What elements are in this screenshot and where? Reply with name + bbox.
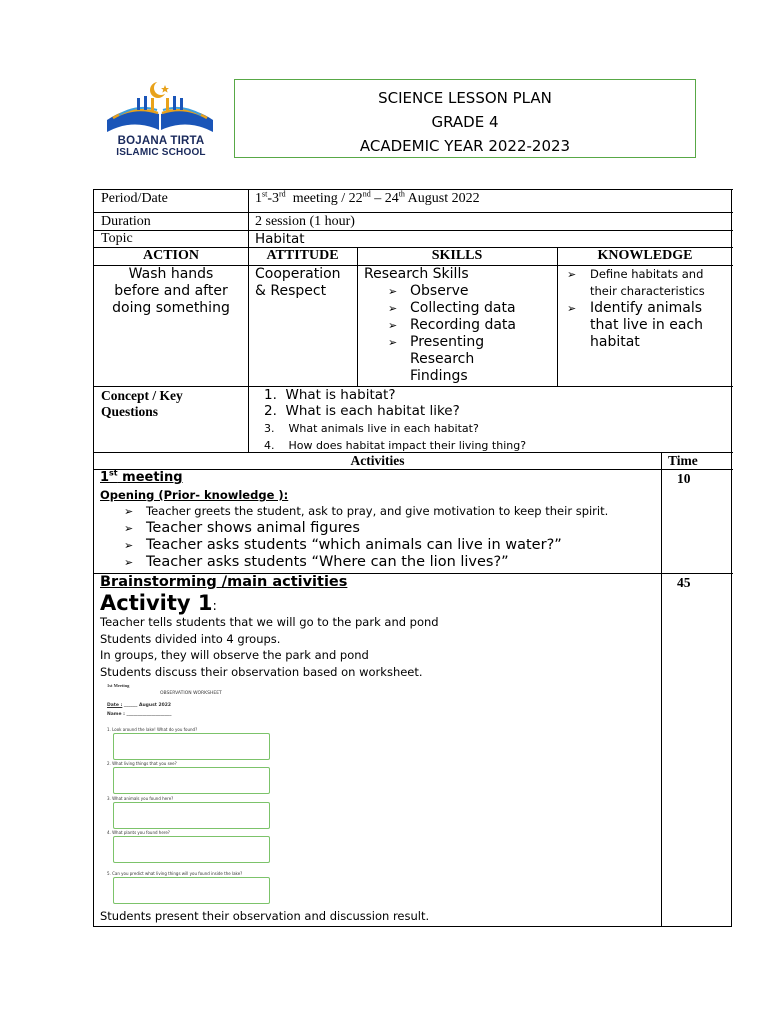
opening-list: [120, 503, 655, 571]
worksheet-question: 3. What animals you found here?: [107, 796, 174, 801]
arrow-bullet-icon: ➢: [124, 522, 134, 535]
header-action: ACTION: [142, 248, 199, 263]
observation-worksheet-image: [100, 683, 310, 913]
skills-list: [364, 266, 554, 385]
worksheet-question: 5. Can you predict what living things will you found inside the lake?: [107, 871, 243, 876]
worksheet-meeting: 1st Meeting: [107, 683, 130, 688]
activities-header: Activities: [350, 453, 405, 468]
arrow-bullet-icon: ➢: [124, 539, 134, 552]
opening-item: ➢ Teacher greets the student, ask to pray, and give motivation to keep their spirit.: [124, 504, 609, 518]
arrow-bullet-icon: ➢: [388, 319, 398, 332]
worksheet-question: 1. Look around the lake! What do you found?: [107, 727, 198, 732]
arrow-bullet-icon: ➢: [567, 302, 577, 315]
question-item: 3. What animals live in each habitat?: [264, 422, 479, 435]
arrow-bullet-icon: ➢: [124, 556, 134, 569]
header-attitude: ATTITUDE: [266, 248, 339, 263]
period-value: 1st-3rd meeting / 22nd – 24th August 2022: [255, 189, 480, 206]
opening-title: Opening (Prior- knowledge ):: [100, 488, 289, 502]
main-time: 45: [677, 575, 691, 590]
title-line-2: GRADE 4: [431, 113, 499, 131]
question-item: 1. What is habitat?: [264, 387, 396, 403]
worksheet-name: Name : ____________________: [107, 712, 172, 717]
skill-item: ➢ Collecting data: [388, 300, 516, 316]
topic-label: Topic: [101, 231, 133, 246]
arrow-bullet-icon: ➢: [388, 336, 398, 349]
time-header: Time: [668, 453, 698, 468]
skill-item: ➢ Recording data: [388, 317, 517, 333]
worksheet-answer-box: [113, 802, 270, 829]
arrow-bullet-icon: ➢: [388, 285, 398, 298]
school-logo: [97, 80, 225, 158]
meeting-title: 1st meeting: [100, 468, 183, 485]
worksheet-answer-box: [113, 836, 270, 863]
topic-value: Habitat: [255, 231, 305, 247]
skill-item: ➢ Presenting Research Findings: [388, 334, 485, 384]
lesson-plan-title-box: [234, 79, 696, 158]
duration-label: Duration: [101, 214, 151, 229]
question-item: 2. What is each habitat like?: [264, 403, 460, 419]
period-label: Period/Date: [101, 191, 168, 206]
knowledge-list: [564, 266, 730, 351]
worksheet-answer-box: [113, 877, 270, 904]
action-text: Wash hands before and after doing something: [112, 266, 230, 316]
logo-emblem-icon: [97, 80, 225, 136]
opening-time: 10: [677, 471, 691, 486]
worksheet-question: 4. What plants you found here?: [107, 830, 170, 835]
skill-item: ➢ Observe: [388, 283, 469, 299]
duration-value: 2 session (1 hour): [255, 214, 355, 229]
worksheet-date: Date : ______ August 2022: [107, 703, 172, 708]
title-line-3: ACADEMIC YEAR 2022-2023: [359, 137, 571, 155]
closing-text: Students present their observation and discussion result.: [100, 909, 430, 923]
header-knowledge: KNOWLEDGE: [597, 248, 693, 263]
arrow-bullet-icon: ➢: [388, 302, 398, 315]
worksheet-answer-box: [113, 733, 270, 760]
opening-item: ➢ Teacher asks students “which animals can live in water?”: [124, 537, 562, 553]
opening-item: ➢ Teacher asks students “Where can the lion lives?”: [124, 554, 509, 570]
arrow-bullet-icon: ➢: [567, 268, 577, 281]
opening-item: ➢ Teacher shows animal figures: [124, 520, 360, 536]
activity-description: Teacher tells students that we will go to the park and pond Students divided into 4 groups. In groups, they will observe the park and pond Students discuss their observation based on worksheet.: [100, 615, 439, 679]
worksheet-answer-box: [113, 767, 270, 794]
arrow-bullet-icon: ➢: [124, 505, 134, 518]
logo-subname: ISLAMIC SCHOOL: [116, 147, 206, 158]
question-item: 4. How does habitat impact their living thing?: [264, 439, 527, 452]
activity-title: Activity 1:: [100, 591, 217, 615]
lesson-plan-table: [93, 189, 732, 927]
logo-name: BOJANA TIRTA: [117, 135, 205, 147]
skills-heading: Research Skills: [364, 266, 469, 282]
header-skills: SKILLS: [431, 248, 483, 263]
knowledge-item: ➢ Identify animals that live in each habitat: [567, 300, 703, 350]
concept-questions: [264, 387, 526, 454]
worksheet-question: 2. What living things that you see?: [107, 761, 177, 766]
worksheet-title: OBSERVATION WORKSHEET: [160, 691, 222, 696]
attitude-text: Cooperation & Respect: [255, 266, 341, 299]
knowledge-item: ➢ Define habitats and their characteristics: [567, 267, 705, 298]
title-line-1: SCIENCE LESSON PLAN: [378, 89, 552, 107]
concept-label: Concept / Key Questions: [101, 388, 183, 419]
main-activities-title: Brainstorming /main activities: [100, 574, 348, 590]
